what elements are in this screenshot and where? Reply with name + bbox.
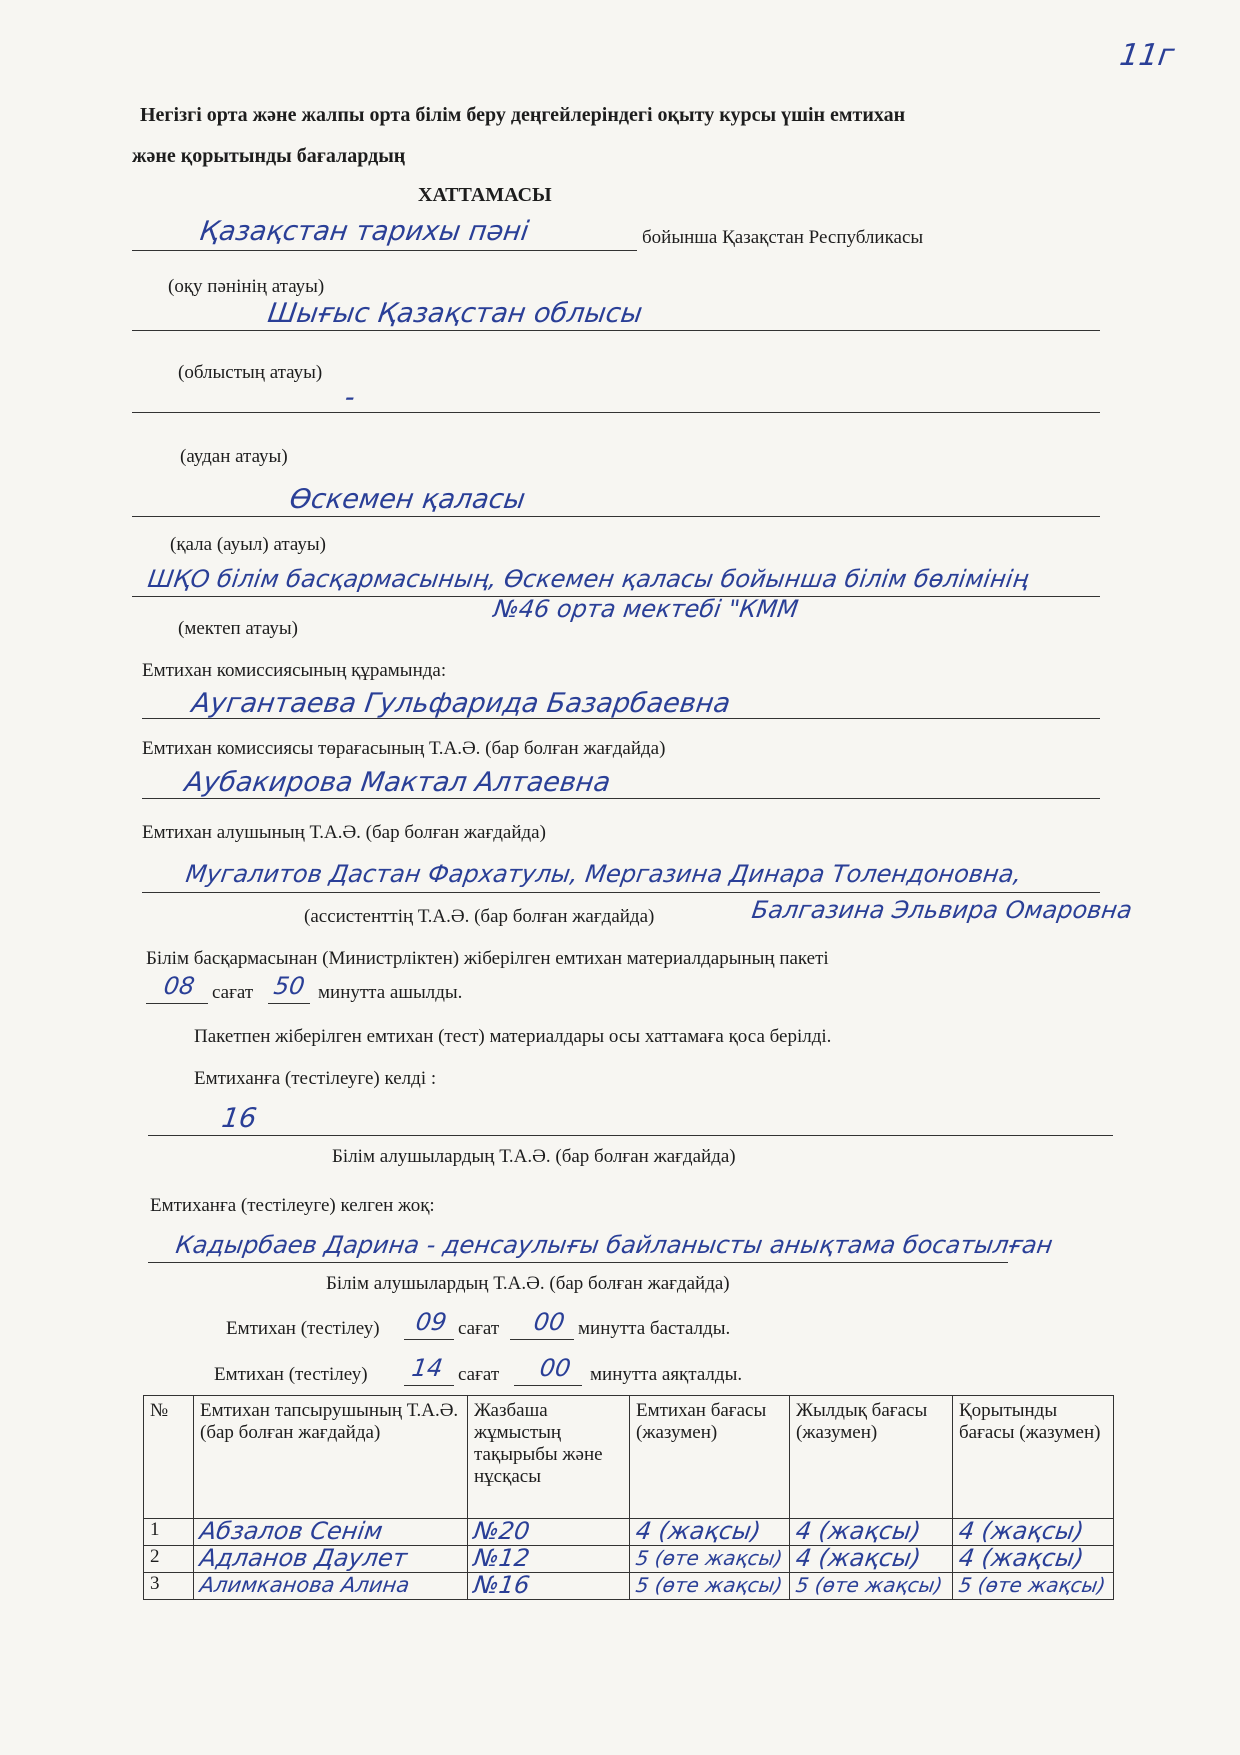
row-number: 3 xyxy=(144,1573,194,1600)
package-hour: 08 xyxy=(162,972,197,1000)
start-text: минутта басталды. xyxy=(578,1318,731,1339)
start-minute-blank xyxy=(510,1339,574,1340)
package-minute-blank xyxy=(268,1003,310,1004)
city-line xyxy=(132,516,1100,517)
student-name: Алимканова Алина xyxy=(194,1573,468,1600)
district-caption: (аудан атауы) xyxy=(180,446,288,467)
exam-grade: 4 (жақсы) xyxy=(630,1519,790,1546)
package-minute-text: минутта ашылды. xyxy=(318,982,463,1003)
subject-value: Қазақстан тарихы пәні xyxy=(197,216,531,247)
row-number: 1 xyxy=(144,1519,194,1546)
package-attached: Пакетпен жіберілген емтихан (тест) материалдары осы хаттамаға қоса берілді. xyxy=(194,1026,832,1047)
package-line-1: Білім басқармасынан (Министрліктен) жіберілген емтихан материалдарының пакеті xyxy=(146,948,829,969)
package-minute: 50 xyxy=(272,972,307,1000)
work-variant: №12 xyxy=(468,1546,630,1573)
title-line-2: және қорытынды бағалардың xyxy=(132,145,406,167)
col-header-name: Емтихан тапсырушының Т.А.Ә. (бар болған жағдайда) xyxy=(194,1396,468,1519)
table-header-row xyxy=(144,1396,1114,1519)
table-row xyxy=(144,1519,1114,1546)
work-variant: №20 xyxy=(468,1519,630,1546)
start-minute: 00 xyxy=(532,1308,567,1336)
absent-label: Емтиханға (тестілеуге) келген жоқ: xyxy=(150,1195,435,1216)
col-header-final-grade: Қорытынды бағасы (жазумен) xyxy=(953,1396,1114,1519)
assistant-line xyxy=(142,892,1100,893)
city-value: Өскемен қаласы xyxy=(287,484,528,515)
subject-suffix: бойынша Қазақстан Республикасы xyxy=(642,227,924,248)
exam-grade: 5 (өте жақсы) xyxy=(630,1546,790,1573)
col-header-annual-grade: Жылдық бағасы (жазумен) xyxy=(790,1396,953,1519)
examiner-caption: Емтихан алушының Т.А.Ә. (бар болған жағдайда) xyxy=(142,822,546,843)
start-hour: 09 xyxy=(414,1308,449,1336)
title-line-1: Негізгі орта және жалпы орта білім беру деңгейлеріндегі оқыту курсы үшін емтихан xyxy=(140,104,906,126)
district-line xyxy=(132,412,1100,413)
school-value-line-1: ШҚО білім басқармасының, Өскемен қаласы бойынша білім бөлімінің xyxy=(146,565,1031,593)
came-caption: Білім алушылардың Т.А.Ә. (бар болған жағдайда) xyxy=(332,1146,736,1167)
came-line xyxy=(148,1135,1113,1136)
came-label: Емтиханға (тестілеуге) келді : xyxy=(194,1068,437,1089)
end-hour-blank xyxy=(404,1385,454,1386)
end-hour: 14 xyxy=(410,1354,445,1382)
examiner-value: Аубакирова Мактал Алтаевна xyxy=(182,767,613,798)
package-hour-blank xyxy=(146,1003,208,1004)
end-label: Емтихан (тестілеу) xyxy=(214,1364,368,1385)
end-minute-blank xyxy=(514,1385,582,1386)
absent-line xyxy=(148,1262,1008,1263)
end-time-row xyxy=(214,1354,814,1392)
page-number: 11г xyxy=(1117,38,1177,73)
city-caption: (қала (ауыл) атауы) xyxy=(170,534,326,555)
page-title: ХАТТАМАСЫ xyxy=(418,184,552,206)
start-time-row xyxy=(226,1308,826,1346)
final-grade: 5 (өте жақсы) xyxy=(953,1573,1114,1600)
final-grade: 4 (жақсы) xyxy=(953,1519,1114,1546)
start-hour-blank xyxy=(404,1339,454,1340)
end-text: минутта аяқталды. xyxy=(590,1364,743,1385)
grades-table xyxy=(143,1395,1114,1600)
absent-caption: Білім алушылардың Т.А.Ә. (бар болған жағдайда) xyxy=(326,1273,730,1294)
region-line xyxy=(132,330,1100,331)
final-grade: 4 (жақсы) xyxy=(953,1546,1114,1573)
col-header-exam-grade: Емтихан бағасы (жазумен) xyxy=(630,1396,790,1519)
col-header-number: № xyxy=(144,1396,194,1519)
subject-caption: (оқу пәнінің атауы) xyxy=(168,276,325,297)
work-variant: №16 xyxy=(468,1573,630,1600)
start-hour-word: сағат xyxy=(458,1318,500,1339)
package-hour-word: сағат xyxy=(212,982,254,1003)
came-value: 16 xyxy=(219,1103,259,1134)
table-row xyxy=(144,1546,1114,1573)
exam-grade: 5 (өте жақсы) xyxy=(630,1573,790,1600)
end-hour-word: сағат xyxy=(458,1364,500,1385)
assistant-value-line-2: Балгазина Эльвира Омаровна xyxy=(750,896,1134,924)
examiner-line xyxy=(142,798,1100,799)
school-caption: (мектеп атауы) xyxy=(178,618,298,639)
region-value: Шығыс Қазақстан облысы xyxy=(265,298,645,329)
student-name: Абзалов Сенім xyxy=(194,1519,468,1546)
assistant-value-line-1: Мугалитов Дастан Фархатулы, Мергазина Динара Толендоновна, xyxy=(184,860,1024,888)
chair-value: Аугантаева Гульфарида Базарбаевна xyxy=(189,688,733,719)
annual-grade: 4 (жақсы) xyxy=(790,1546,953,1573)
commission-intro: Емтихан комиссиясының құрамында: xyxy=(142,660,447,681)
package-time-row xyxy=(146,972,746,1008)
annual-grade: 5 (өте жақсы) xyxy=(790,1573,953,1600)
start-label: Емтихан (тестілеу) xyxy=(226,1318,380,1339)
region-caption: (облыстың атауы) xyxy=(178,362,323,383)
chair-caption: Емтихан комиссиясы төрағасының Т.А.Ә. (бар болған жағдайда) xyxy=(142,738,666,759)
student-name: Адланов Даулет xyxy=(194,1546,468,1573)
assistant-caption: (ассистенттің Т.А.Ә. (бар болған жағдайда) xyxy=(304,906,655,927)
end-minute: 00 xyxy=(538,1354,573,1382)
row-number: 2 xyxy=(144,1546,194,1573)
table-row xyxy=(144,1573,1114,1600)
school-value-line-2: №46 орта мектебі "КММ xyxy=(492,595,801,623)
absent-value: Кадырбаев Дарина - денсаулығы байланысты анықтама босатылған xyxy=(174,1231,1055,1259)
col-header-variant: Жазбаша жұмыстың тақырыбы және нұсқасы xyxy=(468,1396,630,1519)
district-value: - xyxy=(342,382,357,413)
subject-line xyxy=(132,250,637,251)
annual-grade: 4 (жақсы) xyxy=(790,1519,953,1546)
